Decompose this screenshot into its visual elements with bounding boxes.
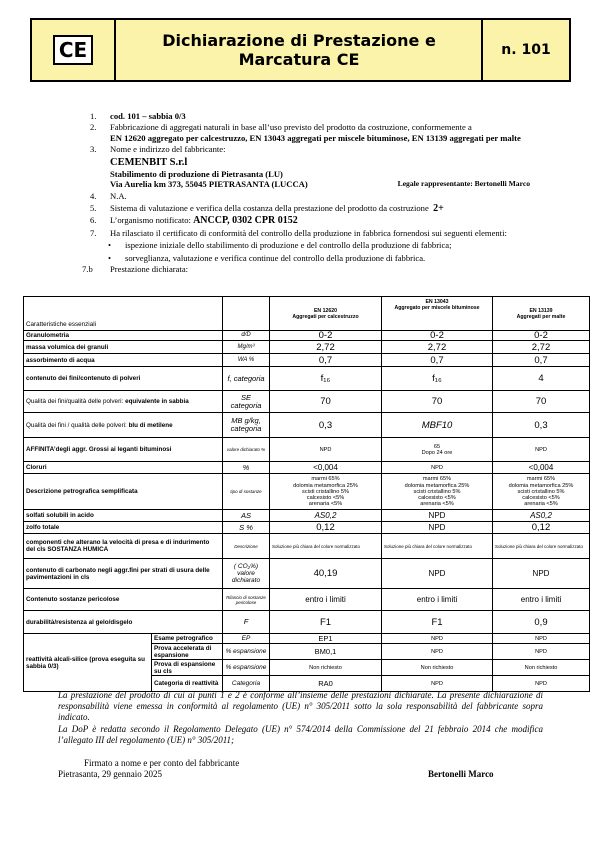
list-item-5: 5. Sistema di valutazione e verifica della costanza della prestazione del prodotto da costruzione 2+	[90, 202, 444, 214]
declaration-list	[82, 111, 550, 274]
table-row: massa volumica dei granuli Mg/m³ 2,72 2,72 2,72	[24, 341, 590, 354]
product-code: cod. 101 – sabbia 0/3	[110, 111, 186, 121]
ce-mark-icon: CE	[53, 35, 93, 65]
header-essential-characteristics: Caratteristiche essenziali	[24, 297, 223, 331]
table-row: Qualità dei fini / qualità delle polveri: blu di metilene MB g/kg, categoria 0,3 MBF10 0,3	[24, 413, 590, 438]
bullet-item-1: • ispezione iniziale dello stabilimento di produzione e del controllo della produzione di fabbrica;	[90, 240, 550, 250]
table-row: Cloruri % <0,004 NPD <0,004	[24, 462, 590, 474]
table-row: Categoria di reattività Categoria RA0 NPD NPD	[24, 676, 590, 692]
table-row: zolfo totale S % 0,12 NPD 0,12	[24, 522, 590, 534]
list-item-4: 4. N.A.	[90, 191, 127, 202]
table-row: componenti che alterano la velocità di presa e di indurimento del cls SOSTANZA HUMICA Descrizione Soluzione più chiara del colore normalizzato Soluzione più chiara del colore normalizzato Soluzione più chiara del colore normalizzato	[24, 534, 590, 559]
title-line-1: Dichiarazione di Prestazione e	[162, 31, 436, 50]
document-number: n. 101	[481, 20, 569, 80]
table-row: contenuto dei fini/contenuto di polveri f, categoria f₁₆ f₁₆ 4	[24, 367, 590, 391]
table-row: reattività alcali-silice (prova eseguita su sabbia 0/3) Esame petrografico EP EP1 NPD NPD	[24, 634, 590, 644]
table-row: Prova di espansione su cls % espansione Non richiesto Non richiesto Non richiesto	[24, 660, 590, 676]
company-name: CEMENBIT S.r.l	[110, 156, 188, 168]
address-row: Via Aurelia km 373, 55045 PIETRASANTA (LUCCA) Legale rappresentante: Bertonelli Marco	[110, 179, 530, 190]
table-row: Granulometria d/D 0-2 0-2 0-2	[24, 331, 590, 341]
table-header-row	[24, 297, 590, 331]
list-item-3: 3. Nome e indirizzo del fabbricante:	[90, 144, 226, 155]
plant-name: Stabilimento di produzione di Pietrasanta (LU)	[110, 168, 283, 179]
title-line-2: Marcatura CE	[238, 50, 360, 69]
signer-name: Bertonelli Marco	[428, 769, 494, 779]
list-item-7: 7. Ha rilasciato il certificato di conformità del controllo della produzione in fabbrica fornendosi sui seguenti elementi:	[90, 227, 507, 238]
table-row: Contenuto sostanze pericolose Rilascio di sostanze pericolose entro i limiti entro i limiti entro i limiti	[24, 589, 590, 611]
table-row: contenuto di carbonato negli aggr.fini per strati di usura delle pavimentazioni in cls ( CO₂%) valore dichiarato 40,19 NPD NPD	[24, 559, 590, 589]
header-en13139: EN 13139 Aggregati per malte	[493, 297, 590, 331]
list-item-2: 2. Fabbricazione di aggregati naturali in base all’uso previsto del prodotto da costruzione, conformemente a EN 12620 aggregato per calcestruzzo, EN 13043 aggregati per miscele bituminose, EN 13139 aggregati per malte	[90, 122, 521, 143]
table-row: assorbimento di acqua WA % 0,7 0,7 0,7	[24, 354, 590, 367]
conformity-statement: La prestazione del prodotto di cui ai punti 1 e 2 è conforme all’insieme delle prestazioni dichiarate. La presente dichiarazione di responsabilità viene emessa in conformità al regolamento (UE) n° 305/2011 sotto la sola responsabilità del fabbricante sopra indicato.	[58, 690, 543, 722]
table-row: Prova accelerata di espansione % espansione BM0,1 NPD NPD	[24, 644, 590, 660]
legal-representative: Legale rappresentante: Bertonelli Marco	[397, 179, 530, 189]
document-header	[30, 18, 571, 82]
header-en13043: EN 13043 Aggregato per miscele bituminose	[382, 297, 493, 331]
performance-table	[23, 296, 589, 692]
regulation-note: La DoP è redatta secondo il Regolamento Delegato (UE) n° 574/2014 della Commissione del 21 febbraio 2014 che modifica l’allegato III del regolamento (UE) n° 305/2011;	[58, 724, 543, 745]
table-row: durabilità/resistenza al gelo/disgelo F F1 F1 0,9	[24, 611, 590, 634]
list-item-1: 1. cod. 101 – sabbia 0/3	[90, 111, 186, 121]
assessment-system: 2+	[433, 202, 444, 214]
ce-mark-cell	[32, 20, 116, 80]
signed-for: Firmato a nome e per conto del fabbricante	[84, 758, 240, 768]
table-row: solfati solubili in acido AS AS0,2 NPD AS0,2	[24, 510, 590, 522]
list-item-6: 6. L’organismo notificato: ANCCP, 0302 CPR 0152	[90, 215, 298, 227]
list-item-7b: 7.b Prestazione dichiarata:	[82, 263, 189, 274]
standards-list: EN 12620 aggregato per calcestruzzo, EN 13043 aggregati per miscele bituminose, EN 13139 aggregati per malte	[110, 132, 521, 143]
document-title	[116, 20, 482, 80]
table-row: Descrizione petrografica semplificata tipo di sostanze marmi 65% dolomia metamorfica 25% scisti cristallino 5% calcesisto <5% arenaria <5% marmi 65% dolomia metamorfica 25% scisti cristallino 5% calcesisto <5% arenaria <5% marmi 65% dolomia metamorfica 25% scisti cristallino 5% calcesisto <5% arenaria <5%	[24, 474, 590, 510]
notified-body: ANCCP, 0302 CPR 0152	[193, 215, 298, 227]
place-date: Pietrasanta, 29 gennaio 2025	[58, 769, 162, 779]
header-en12620: EN 12620 Aggregati per calcestruzzo	[270, 297, 382, 331]
table-row: Qualità dei fini/qualità delle polveri: equivalente in sabbia SE categoria 70 70 70	[24, 391, 590, 413]
bullet-item-2: • sorveglianza, valutazione e verifica continue del controllo della produzione di fabbrica.	[90, 253, 550, 263]
table-row: AFFINITA’degli aggr. Grossi ai leganti bituminosi valore dichiarato % NPD 65 Dopo 24 ore NPD	[24, 438, 590, 462]
